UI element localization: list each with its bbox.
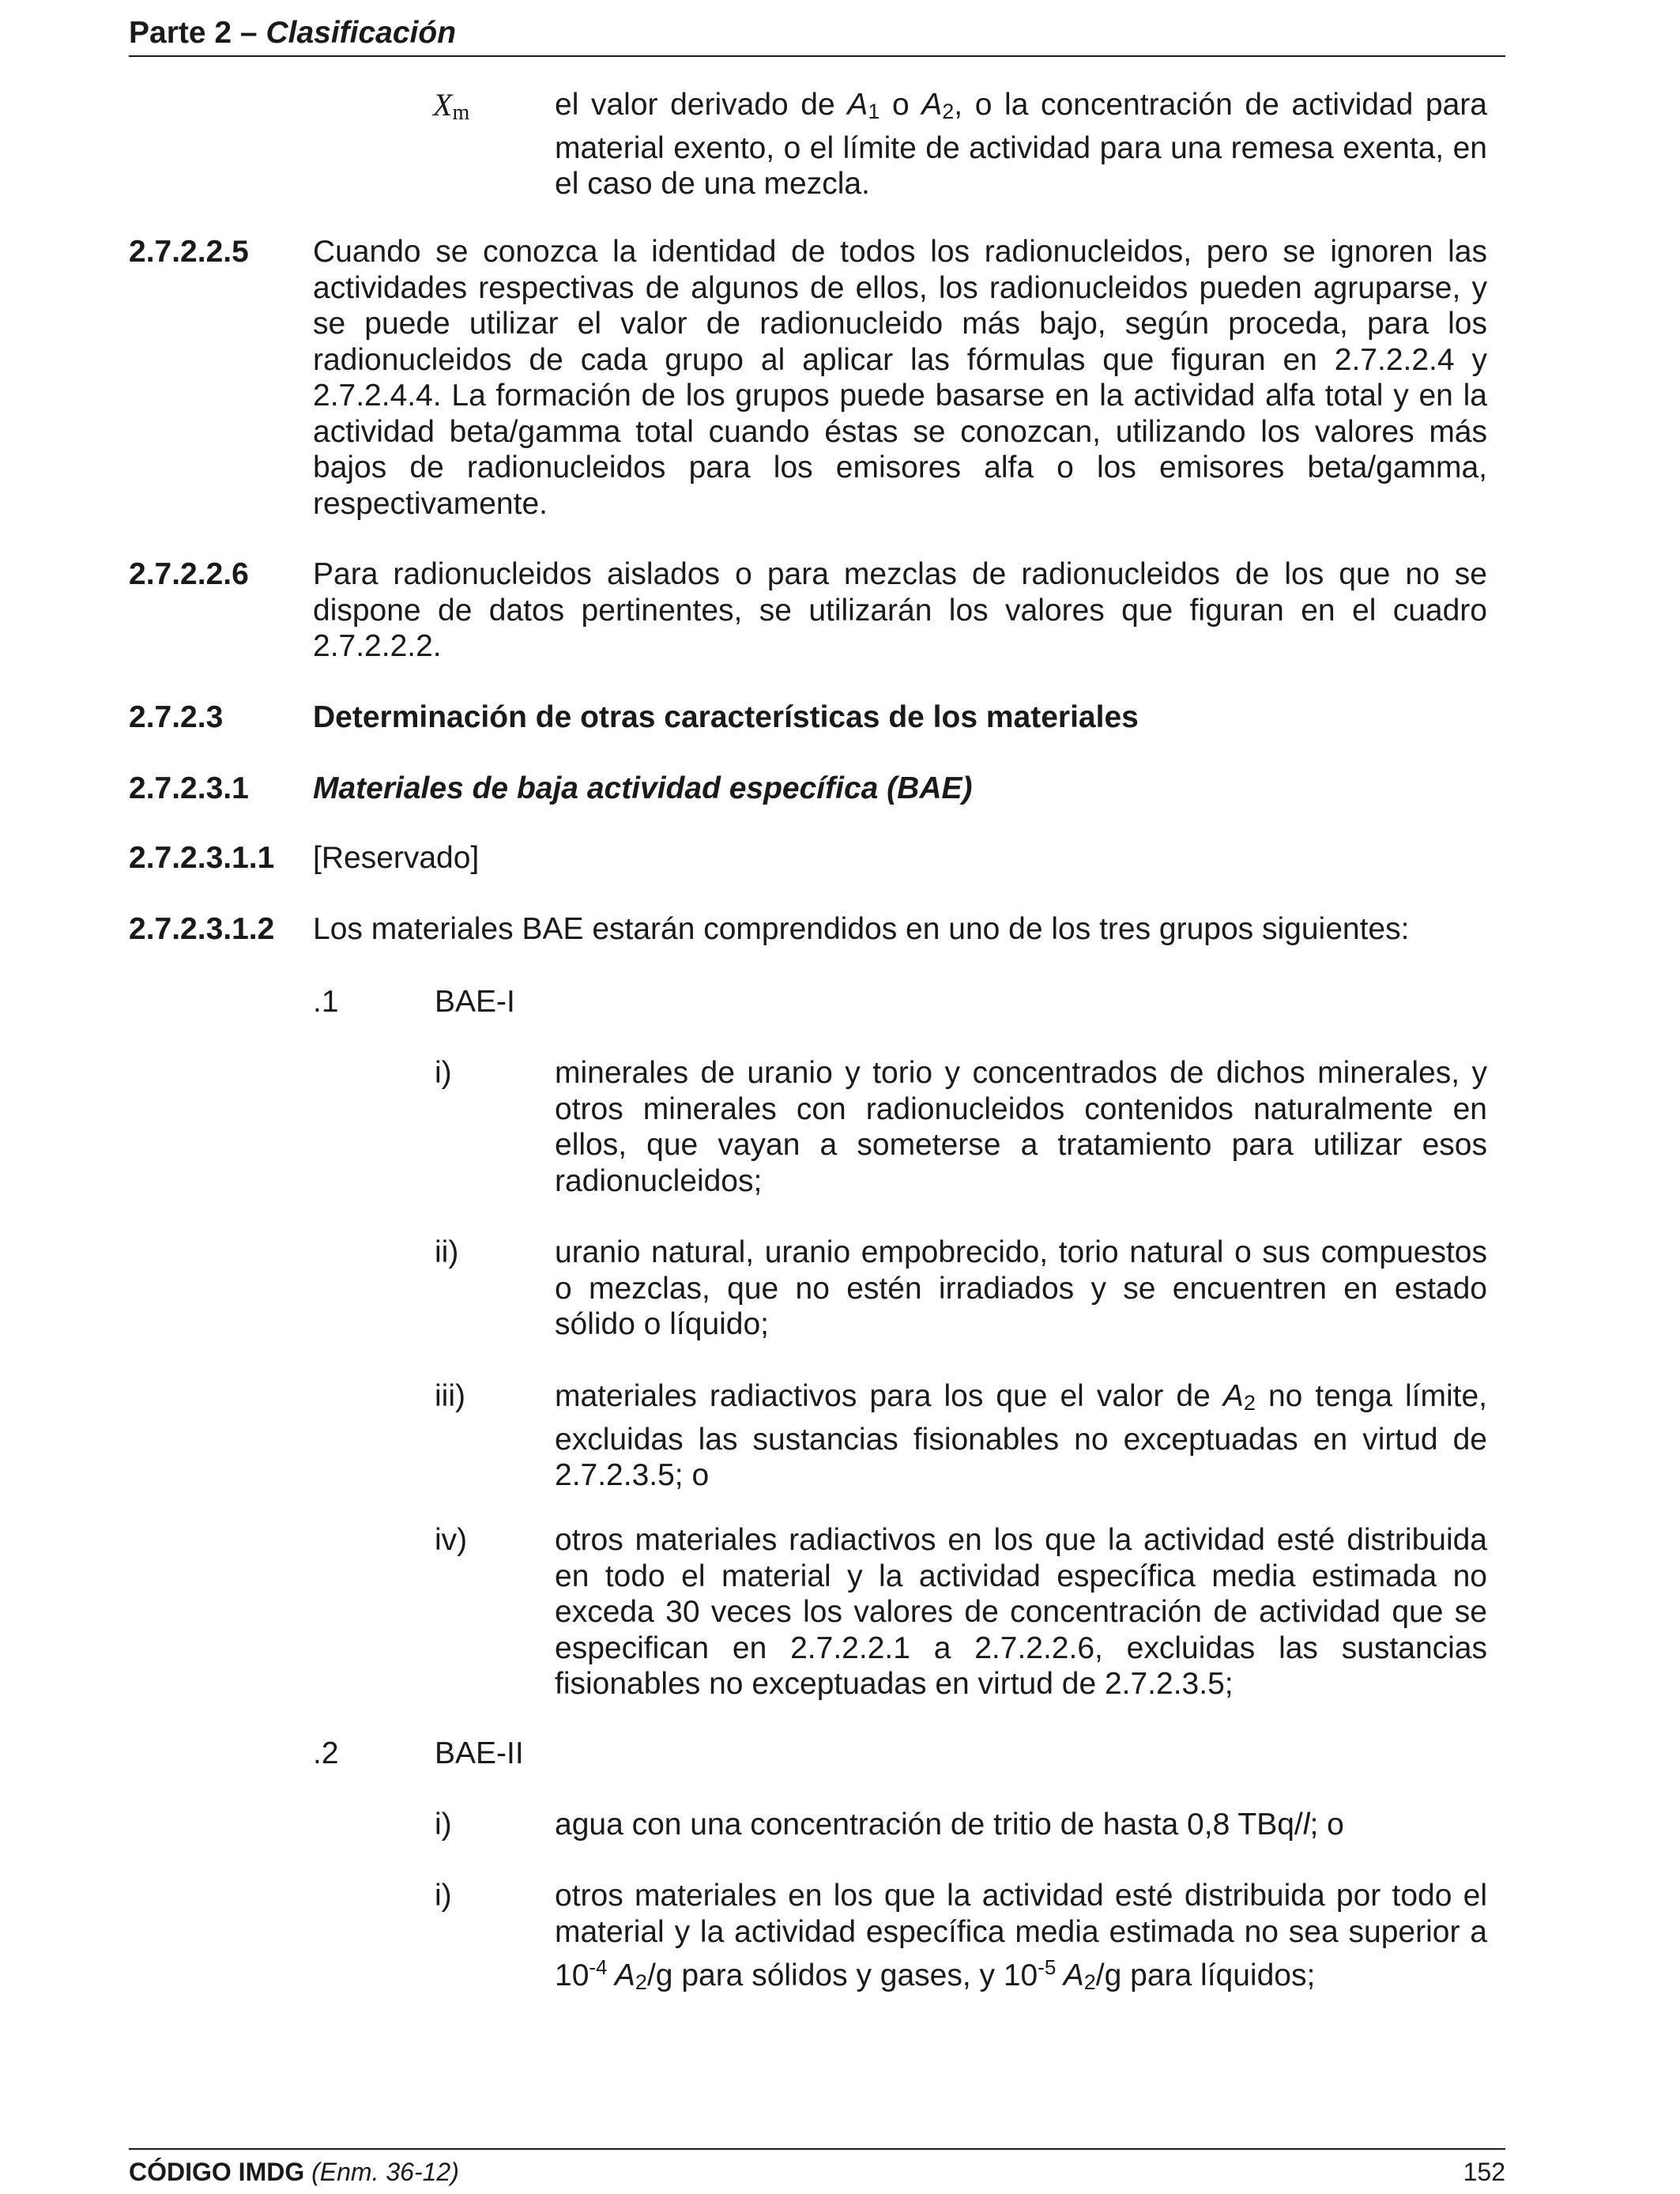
page-header bbox=[129, 14, 1505, 57]
list-item-label: i) bbox=[435, 1056, 452, 1090]
section-number-2-7-2-2-6: 2.7.2.2.6 bbox=[129, 557, 249, 591]
list-item-text: agua con una concentración de tritio de hasta 0,8 TBq/l; o bbox=[555, 1808, 1344, 1842]
page-number: 152 bbox=[1463, 2158, 1505, 2186]
heading-2-7-2-3: Determinación de otras características de los materiales bbox=[313, 700, 1139, 734]
list-item-label: i) bbox=[435, 1879, 452, 1913]
list-item-text: otros materiales radiactivos en los que la actividad esté distribuida en todo el material y la actividad específica media estimada no exceda 30 veces los valores de concentración de actividad que se especifican en 2.7.2.2.1 a 2.7.2.2.6, excluidas las sustancias fisionables no exceptuadas en virtud de 2.7.2.3.5; bbox=[555, 1523, 1487, 1701]
list-item-label: iii) bbox=[435, 1379, 465, 1413]
group-2-name: BAE-II bbox=[435, 1736, 524, 1770]
section-number-2-7-2-2-5: 2.7.2.2.5 bbox=[129, 235, 249, 269]
list-item-label: iv) bbox=[435, 1523, 468, 1557]
paragraph-2-7-2-2-6: Para radionucleidos aislados o para mezclas de radionucleidos de los que no se dispone de datos pertinentes, se utilizarán los valores que figuran en el cuadro 2.7.2.2.2. bbox=[313, 557, 1487, 663]
xm-symbol: Xm bbox=[433, 87, 470, 125]
list-item-label: i) bbox=[435, 1808, 452, 1842]
list-item-label: ii) bbox=[435, 1235, 459, 1269]
xm-definition: el valor derivado de A1 o A2, o la concentración de actividad para material exento, o el límite de actividad para una remesa exenta, en el caso de una mezcla. bbox=[555, 88, 1487, 201]
list-item-text: uranio natural, uranio empobrecido, torio natural o sus compuestos o mezclas, que no estén irradiados y se encuentren en estado sólido o líquido; bbox=[555, 1235, 1487, 1341]
header-title bbox=[129, 16, 456, 51]
section-number-2-7-2-3-1-1: 2.7.2.3.1.1 bbox=[129, 841, 275, 875]
list-item-text: otros materiales en los que la actividad esté distribuida por todo el material y la actividad específica media estimada no sea superior a $10^{-4}$ A2/g para sólidos y gases, y $10^{-5}$ A2/g para líquidos; bbox=[555, 1879, 1487, 1994]
page-footer bbox=[129, 2148, 1505, 2191]
group-2-number: .2 bbox=[313, 1736, 339, 1770]
paragraph-2-7-2-3-1-1: [Reservado] bbox=[313, 841, 480, 875]
list-item-text: minerales de uranio y torio y concentrados de dichos minerales, y otros minerales con radionucleidos contenidos naturalmente en ellos, que vayan a someterse a tratamiento para utilizar esos radionucleidos; bbox=[555, 1056, 1487, 1198]
group-1-number: .1 bbox=[313, 985, 339, 1019]
header-part: Parte 2 – bbox=[129, 16, 266, 50]
heading-2-7-2-3-1: Materiales de baja actividad específica (BAE) bbox=[313, 771, 973, 805]
section-number-2-7-2-3-1-2: 2.7.2.3.1.2 bbox=[129, 912, 275, 946]
section-number-2-7-2-3-1: 2.7.2.3.1 bbox=[129, 771, 249, 805]
header-section: Clasificación bbox=[266, 16, 457, 50]
list-item-text: materiales radiactivos para los que el valor de A2 no tenga límite, excluidas las sustancias fisionables no exceptuadas en virtud de 2.7.2.3.5; o bbox=[555, 1379, 1488, 1492]
footer-code: CÓDIGO IMDG (Enm. 36-12) bbox=[129, 2158, 459, 2186]
group-1-name: BAE-I bbox=[435, 985, 515, 1019]
section-number-2-7-2-3: 2.7.2.3 bbox=[129, 700, 224, 734]
paragraph-2-7-2-2-5: Cuando se conozca la identidad de todos los radionucleidos, pero se ignoren las actividades respectivas de algunos de ellos, los radionucleidos pueden agruparse, y se puede utilizar el valor de radionucleido más bajo, según proceda, para los radionucleidos de cada grupo al aplicar las fórmulas que figuran en 2.7.2.2.4 y 2.7.2.4.4. La formación de los grupos puede basarse en la actividad alfa total y en la actividad beta/gamma total cuando éstas se conozcan, utilizando los valores más bajos de radionucleidos para los emisores alfa o los emisores beta/gamma, respectivamente. bbox=[313, 235, 1487, 521]
paragraph-2-7-2-3-1-2: Los materiales BAE estarán comprendidos en uno de los tres grupos siguientes: bbox=[313, 912, 1410, 946]
